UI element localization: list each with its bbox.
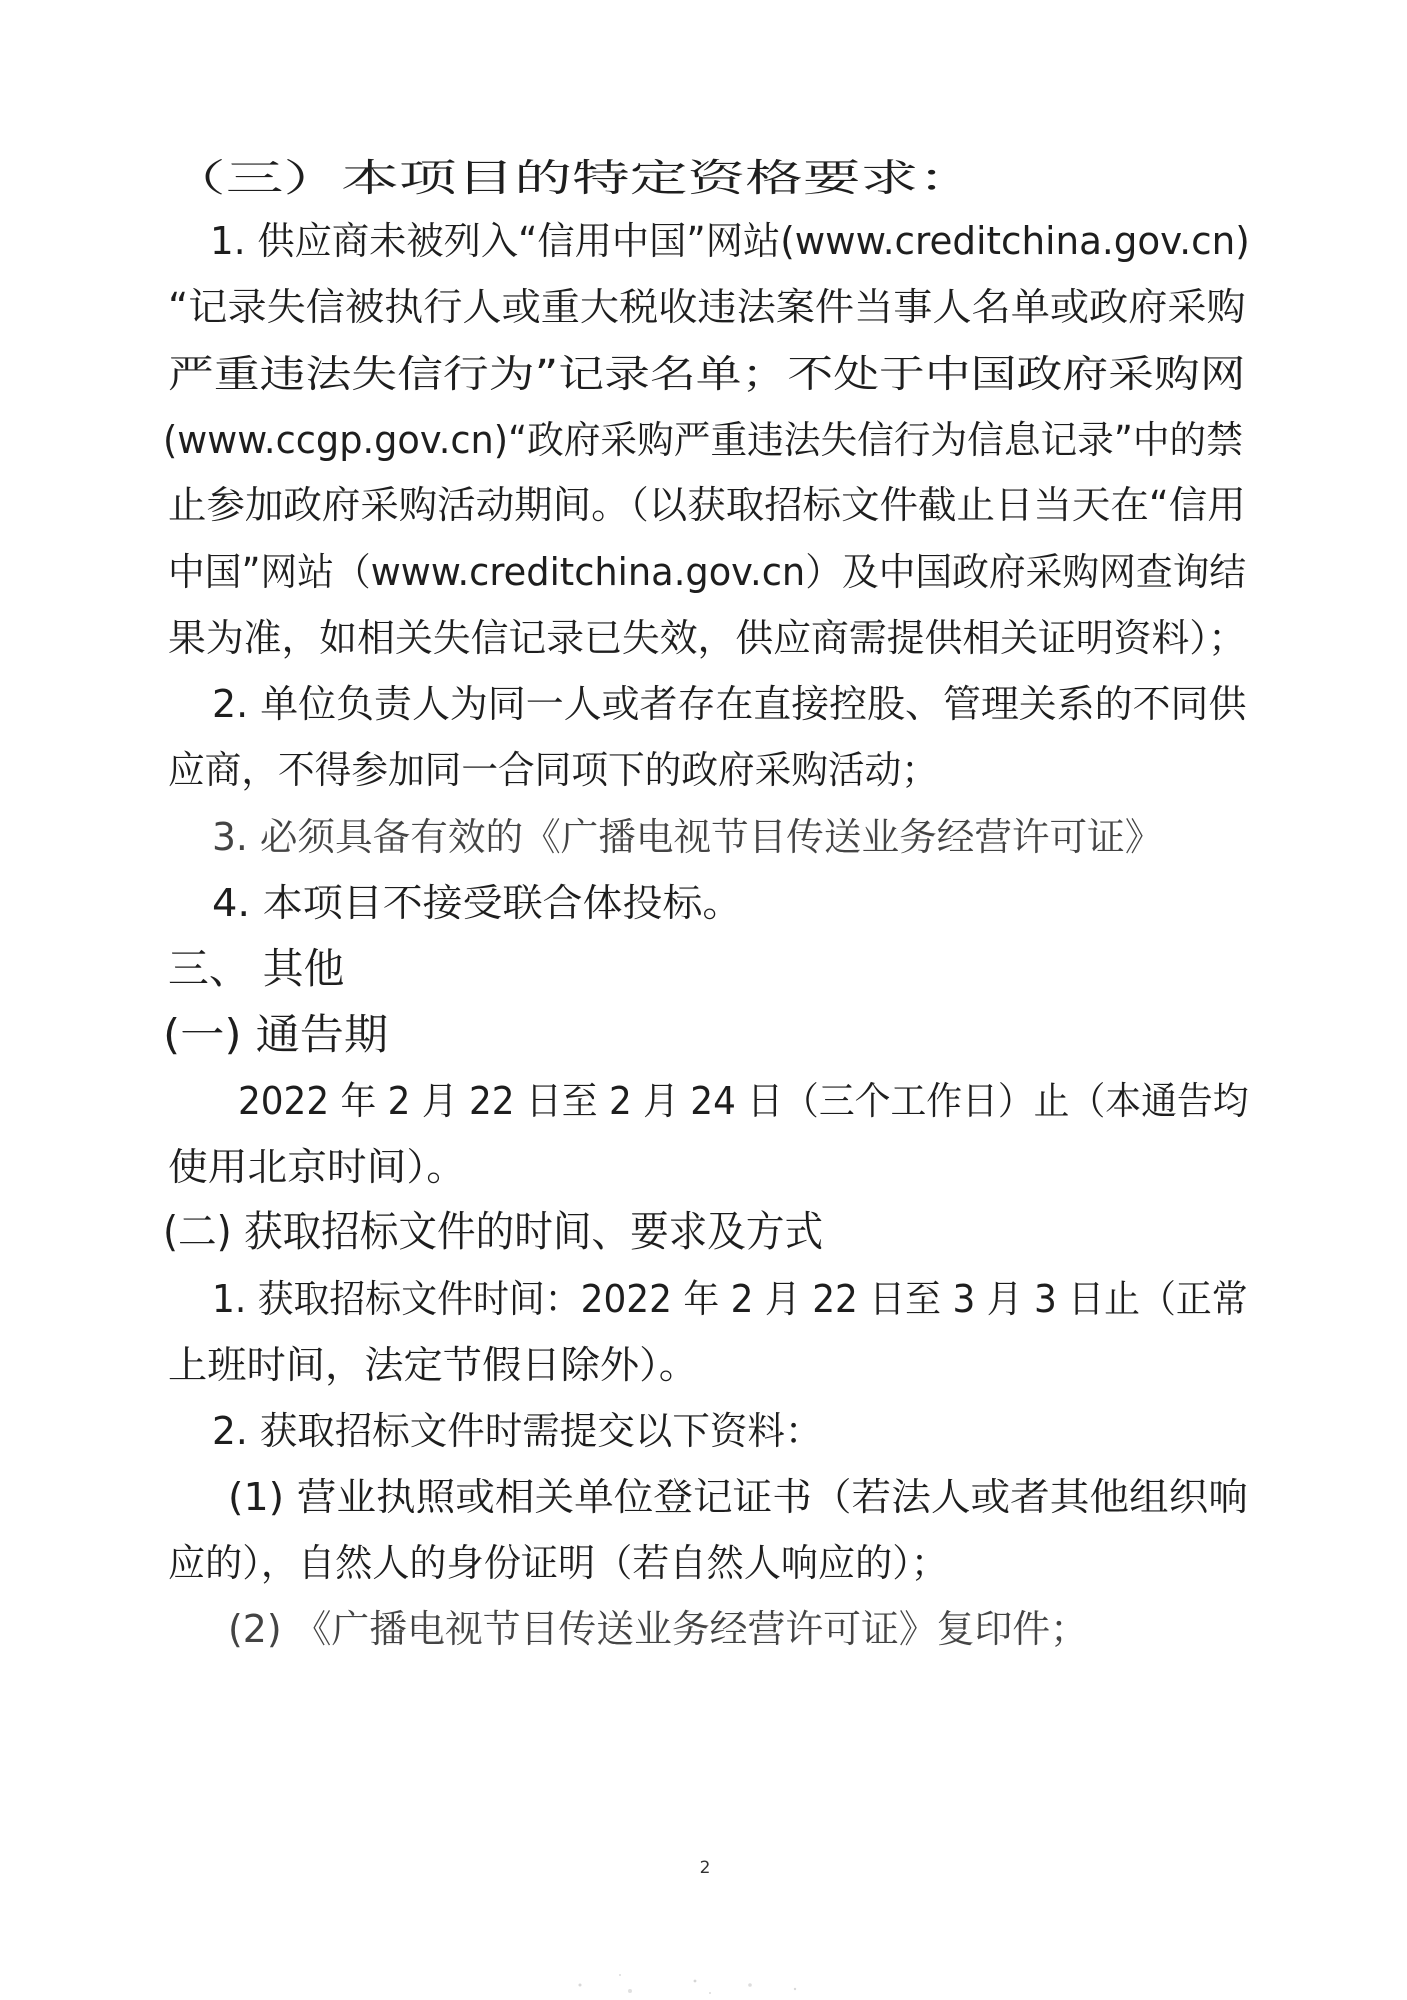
subsection-heading: (一) 通告期 <box>163 1010 389 1059</box>
text-line: （三）本项目的特定资格要求： <box>168 156 977 200</box>
text-line: (1) 营业执照或相关单位登记证书（若法人或者其他组织响 <box>228 1475 1248 1519</box>
text-line: 果为准，如相关失信记录已失效，供应商需提供相关证明资料）； <box>168 616 1247 660</box>
text-line: 2. 单位负责人为同一人或者存在直接控股、管理关系的不同供 <box>212 682 1247 726</box>
text-line: 应的），自然人的身份证明（若自然人响应的）； <box>168 1541 948 1585</box>
text-line: 1. 供应商未被列入“信用中国”网站(www.creditchina.gov.cn) <box>210 219 1250 263</box>
scan-specks <box>560 1945 820 2000</box>
text-line: (www.ccgp.gov.cn)“政府采购严重违法失信行为信息记录”中的禁 <box>163 418 1243 462</box>
text-line: 中国”网站（www.creditchina.gov.cn）及中国政府采购网查询结 <box>168 550 1247 594</box>
subsection-heading: (二) 获取招标文件的时间、要求及方式 <box>163 1207 824 1256</box>
text-line: 应商，不得参加同一合同项下的政府采购活动； <box>168 748 939 792</box>
text-line: (2) 《广播电视节目传送业务经营许可证》复印件； <box>228 1607 1088 1651</box>
text-line: 止参加政府采购活动期间。（以获取招标文件截止日当天在“信用 <box>168 483 1246 527</box>
text-line: 2. 获取招标文件时需提交以下资料： <box>212 1409 823 1453</box>
text-line: 使用北京时间）。 <box>168 1145 467 1189</box>
section-heading: 三、 其他 <box>168 944 345 993</box>
text-line: 2022 年 2 月 22 日至 2 月 24 日（三个工作日）止（本通告均 <box>238 1079 1249 1123</box>
text-line: 严重违法失信行为”记录名单；不处于中国政府采购网 <box>168 352 1246 396</box>
text-line: 1. 获取招标文件时间：2022 年 2 月 22 日至 3 月 3 日止（正常 <box>212 1277 1248 1321</box>
text-line: “记录失信被执行人或重大税收违法案件当事人名单或政府采购 <box>168 285 1246 329</box>
text-line: 上班时间，法定节假日除外）。 <box>168 1343 698 1387</box>
page-number: 2 <box>699 1858 711 1878</box>
text-line: 3. 必须具备有效的《广播电视节目传送业务经营许可证》 <box>212 815 1163 859</box>
text-line: 4. 本项目不接受联合体投标。 <box>212 881 743 925</box>
